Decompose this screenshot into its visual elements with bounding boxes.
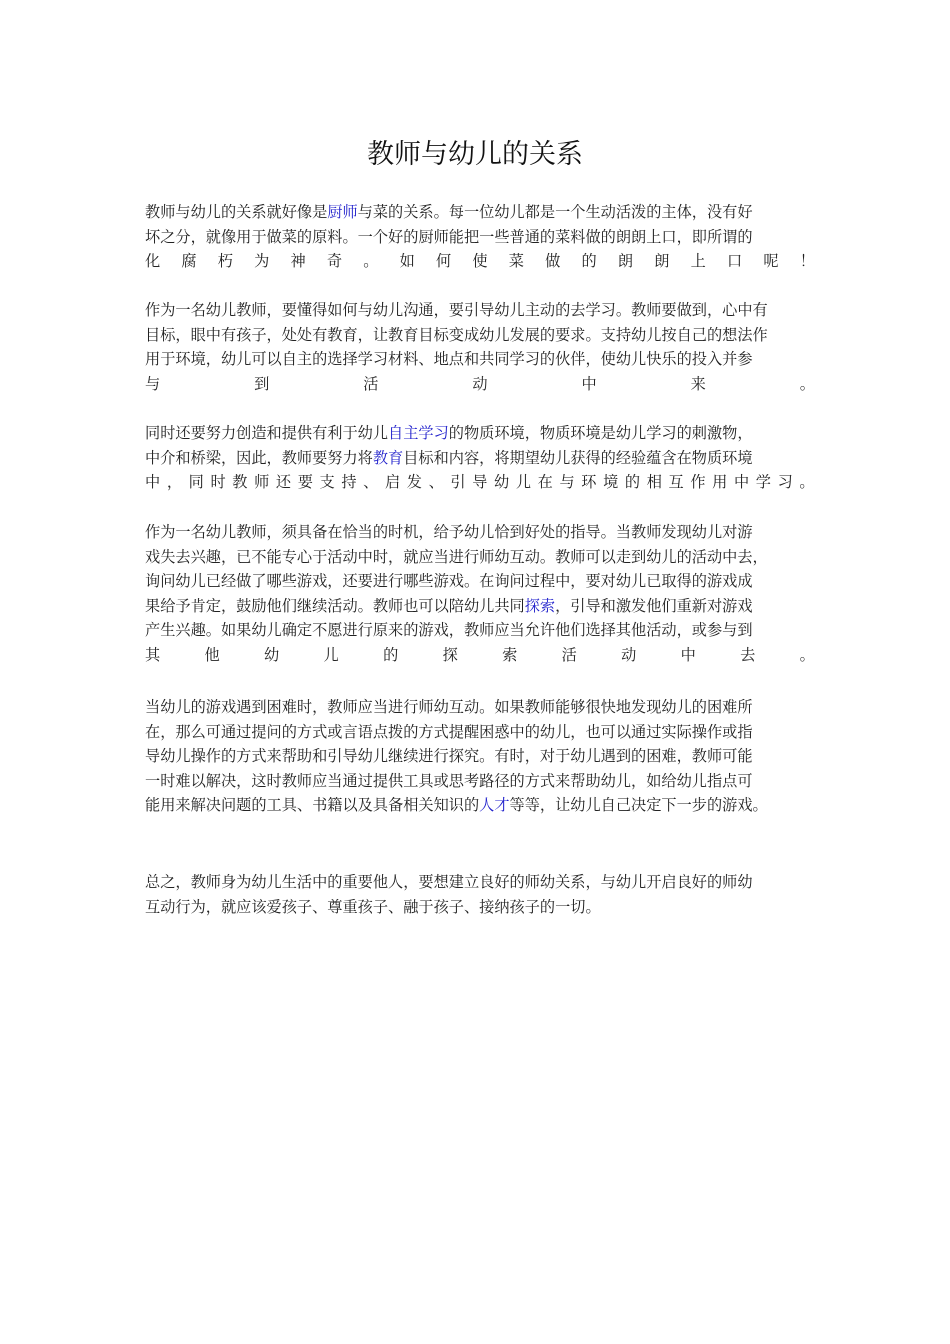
justified-char: 索 (502, 645, 518, 664)
justified-char: 如 (399, 252, 415, 270)
justified-char: 神 (290, 252, 306, 270)
inline-link[interactable]: 探索 (524, 596, 556, 615)
justified-char: 与 (145, 374, 161, 393)
text-line (145, 744, 815, 769)
text-segment: 能用来解决问题的工具、书籍以及具备相关知识的 (145, 796, 480, 814)
text-segment: ，引导和激发他们重新对游戏 (555, 596, 753, 615)
text-segment: 果给予肯定，鼓励他们继续活动。教师也可以陪幼儿共同 (145, 596, 525, 615)
justified-char: 的 (581, 252, 597, 270)
justified-char: 探 (442, 645, 458, 664)
text-segment: 的物质环境，物质环境是幼儿学习的刺激物， (448, 424, 753, 442)
justified-char: 口 (727, 252, 743, 270)
justified-char: 师 (254, 473, 270, 491)
text-segment: 总之，教师身为幼儿生活中的重要他人，要想建立良好的师幼关系，与幼儿开启良好的师幼 (145, 873, 753, 891)
justified-char: 幼 (264, 645, 280, 664)
justified-char: 。 (799, 374, 815, 393)
text-segment: 目标，眼中有孩子，处处有教育，让教育目标变成幼儿发展的要求。支持幼儿按自己的想法作 (145, 325, 768, 344)
justified-char: 动 (621, 645, 637, 664)
paragraph (145, 520, 815, 667)
text-segment: 戏失去兴趣，已不能专心于活动中时，就应当进行师幼互动。教师可以走到幼儿的活动中去， (145, 547, 768, 566)
text-line (145, 870, 815, 895)
text-line (145, 618, 815, 643)
justified-char: ！ (799, 252, 815, 270)
justified-char: 儿 (323, 645, 339, 664)
text-segment: 询问幼儿已经做了哪些游戏，还要进行哪些游戏。在询问过程中，要对幼儿已取得的游戏成 (145, 572, 753, 590)
justified-char: 在 (537, 473, 553, 491)
justified-char: 、 (428, 473, 444, 491)
text-segment: 作为一名幼儿教师，要懂得如何与幼儿沟通，要引导幼儿主动的去学习。教师要做到，心中有 (145, 301, 768, 319)
text-segment: 同时还要努力创造和提供有利于幼儿 (145, 424, 388, 442)
paragraph (145, 695, 815, 818)
justified-char: 习 (777, 473, 793, 491)
justified-char: 时 (210, 473, 226, 491)
justified-char: 来 (690, 374, 706, 393)
text-line (145, 225, 815, 250)
justified-char: 其 (145, 645, 161, 664)
text-line (145, 545, 815, 570)
text-line (145, 200, 815, 225)
justified-char: 还 (275, 473, 292, 491)
inline-link[interactable]: 厨师 (327, 203, 358, 221)
text-line (145, 347, 815, 372)
text-segment: 导幼儿操作的方式来帮助和引导幼儿继续进行探究。有时，对于幼儿遇到的困难，教师可能 (145, 747, 753, 765)
paragraph (145, 870, 815, 919)
justified-char: 。 (799, 473, 815, 491)
text-line (145, 594, 815, 619)
justified-char: 何 (436, 252, 452, 270)
paragraph (145, 200, 815, 274)
justified-char: 去 (740, 645, 756, 664)
justified-char: 朗 (617, 252, 634, 270)
text-segment: 作为一名幼儿教师，须具备在恰当的时机，给予幼儿恰到好处的指导。当教师发现幼儿对游 (145, 523, 753, 541)
text-line (145, 298, 815, 323)
text-segment: 等等，让幼儿自己决定下一步的游戏。 (509, 796, 768, 814)
justified-char: 中 (680, 645, 696, 664)
text-line (145, 249, 815, 274)
text-line (145, 769, 815, 794)
justified-char: 呢 (763, 252, 779, 270)
text-segment: 互动行为，就应该爱孩子、尊重孩子、融于孩子、接纳孩子的一切。 (145, 897, 601, 916)
text-segment: 中介和桥梁，因此，教师要努力将 (145, 448, 373, 467)
justified-char: 与 (559, 473, 575, 491)
justified-char: 儿 (515, 473, 531, 491)
justified-char: 教 (232, 473, 248, 491)
justified-char: 。 (799, 645, 815, 664)
text-line (145, 569, 815, 594)
justified-char: 朗 (654, 252, 670, 270)
text-line (145, 520, 815, 545)
text-segment: 教师与幼儿的关系就好像是 (145, 203, 328, 221)
justified-char: 奇 (326, 252, 343, 270)
text-segment: 一时难以解决，这时教师应当通过提供工具或思考路径的方式来帮助幼儿，如给幼儿指点可 (145, 771, 753, 790)
text-line (145, 793, 815, 818)
justified-char: 到 (254, 374, 270, 393)
justified-char: 上 (690, 252, 706, 270)
justified-char: 活 (561, 645, 577, 664)
text-line (145, 720, 815, 745)
justified-char: 作 (690, 473, 706, 491)
text-line (145, 643, 815, 668)
justified-char: 中 (145, 473, 161, 491)
justified-char: 他 (204, 645, 220, 664)
justified-char: 发 (406, 473, 422, 491)
justified-char: 支 (319, 473, 335, 491)
justified-char: 腐 (181, 252, 197, 270)
justified-char: 用 (712, 473, 728, 491)
justified-char: 朽 (217, 252, 233, 270)
text-line (145, 470, 815, 495)
text-segment: 用于环境，幼儿可以自主的选择学习材料、地点和共同学习的伙伴，使幼儿快乐的投入并参 (145, 350, 753, 368)
justified-char: 中 (733, 473, 750, 491)
justified-char: 为 (254, 252, 270, 270)
justified-char: 要 (297, 473, 313, 491)
text-segment: 目标和内容，将期望幼儿获得的经验蕴含在物质环境 (403, 448, 753, 467)
text-line (145, 323, 815, 348)
justified-char: 导 (472, 473, 488, 491)
justified-char: 学 (755, 473, 771, 491)
text-segment: 产生兴趣。如果幼儿确定不愿进行原来的游戏，教师应当允许他们选择其他活动，或参与到 (145, 621, 753, 639)
justified-char: 。 (363, 252, 379, 270)
text-segment: 当幼儿的游戏遇到困难时，教师应当进行师幼互动。如果教师能够很快地发现幼儿的困难所 (145, 698, 753, 716)
justified-char: 活 (363, 374, 379, 393)
justified-char: 同 (188, 473, 204, 491)
paragraph (145, 421, 815, 495)
justified-char: 化 (145, 252, 161, 270)
text-segment: 与菜的关系。每一位幼儿都是一个生动活泼的主体，没有好 (357, 203, 753, 221)
justified-char: ， (166, 473, 182, 491)
justified-char: 启 (384, 473, 401, 491)
text-line (145, 372, 815, 397)
text-line (145, 895, 815, 920)
inline-link[interactable]: 人才 (479, 796, 510, 814)
justified-char: 使 (472, 252, 488, 270)
justified-char: 做 (545, 252, 561, 270)
justified-char: 的 (383, 645, 399, 664)
justified-char: 引 (450, 473, 466, 491)
text-segment: 坏之分，就像用于做菜的原料。一个好的厨师能把一些普通的菜料做的朗朗上口，即所谓的 (145, 227, 753, 246)
justified-char: 幼 (494, 473, 510, 491)
justified-char: 互 (668, 473, 684, 491)
justified-char: 的 (624, 473, 641, 491)
text-segment: 在，那么可通过提问的方式或言语点拨的方式提醒困惑中的幼儿，也可以通过实际操作或指 (145, 722, 753, 741)
justified-char: 中 (581, 374, 597, 393)
justified-char: 持 (341, 473, 357, 491)
justified-char: 动 (472, 374, 488, 393)
text-line (145, 446, 815, 471)
justified-char: 境 (603, 473, 619, 491)
text-line (145, 695, 815, 720)
paragraph (145, 298, 815, 396)
text-line (145, 421, 815, 446)
justified-char: 环 (581, 473, 597, 491)
justified-char: 、 (363, 473, 379, 491)
justified-char: 菜 (508, 252, 524, 270)
justified-char: 相 (646, 473, 662, 491)
inline-link[interactable]: 自主学习 (388, 424, 449, 442)
document-title: 教师与幼儿的关系 (367, 139, 583, 170)
inline-link[interactable]: 教育 (372, 448, 404, 467)
